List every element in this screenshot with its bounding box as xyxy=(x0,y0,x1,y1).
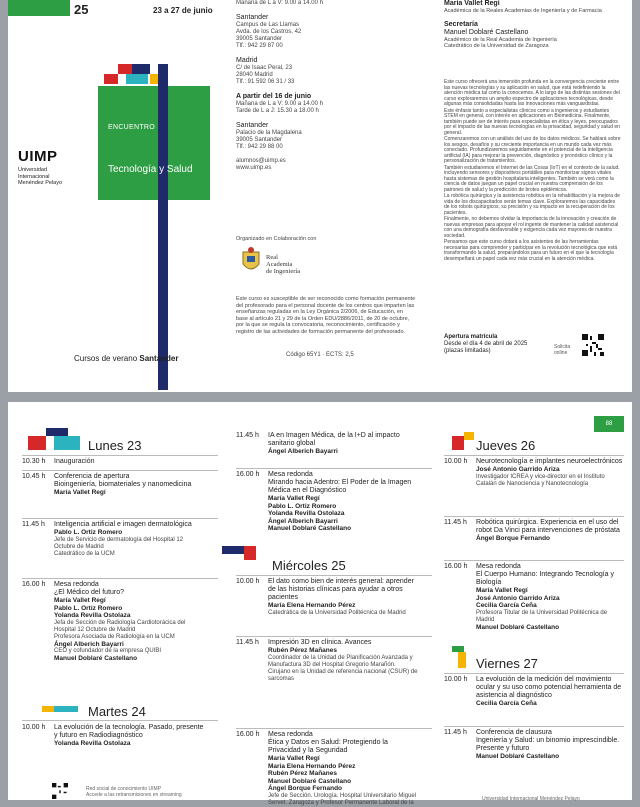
brochure-cover-sheet xyxy=(8,0,632,392)
decor-square-navy xyxy=(132,64,150,74)
organized-with-label: Organizado en Colaboración con xyxy=(236,236,317,242)
course-dates: 23 a 27 de junio xyxy=(153,6,213,15)
decor-square-yellow xyxy=(42,706,54,712)
decor-square-navy xyxy=(46,428,68,436)
apply-online-label[interactable]: Solicita online xyxy=(554,344,571,356)
address-santander-llamas: Santander Campus de Las Llamas Avda. de los Castros, 42 39005 Santander Tlf.: 942 29 87 00 xyxy=(236,14,302,49)
decor-square-red xyxy=(28,436,46,450)
decor-square-teal xyxy=(54,436,80,450)
decor-square-navy xyxy=(222,546,244,554)
footer-social: Red social de conocimiento UIMP Accede a las retransmisiones en streaming xyxy=(86,786,182,798)
day-heading-miercoles: Miércoles 25 xyxy=(272,558,346,573)
day-heading-lunes: Lunes 23 xyxy=(88,438,142,453)
direction-column: María Vallet Regí Académica de la Reales Academias de Ingeniería y de Farmacia Secretaría Manuel Doblaré Castellano Académico de la Real Academia de Ingeniería Catedrático de la Universidad de Zaragoza xyxy=(444,0,622,50)
enrollment-info: Apertura matrícula Desde el día 4 de abril de 2025 (plazas limitadas) xyxy=(444,334,528,354)
qr-code-icon[interactable] xyxy=(52,783,68,799)
title-green-block xyxy=(98,86,210,200)
decor-square-red xyxy=(104,74,118,84)
address-santander-magdalena: Santander Palacio de la Magdalena 39005 Santander Tlf.: 942 29 88 00 xyxy=(236,122,302,150)
divider xyxy=(22,455,218,456)
uimp-logo: UIMP xyxy=(18,148,58,165)
office-hours: Mañana de L a V: 9.00 a 14.00 h xyxy=(236,0,323,6)
issue-color-bar xyxy=(8,0,70,16)
teacher-training-note: Este curso es susceptible de ser reconocido como formación permanente del profesorado para el personal docente de los centros que imparten las enseñanzas reguladas en la Ley Orgánica 2/2006, de Educación, en base al artículo 21 y 29 de la Orden EDU/2886/2011, de 20 de octubre, por la que se regula la convocatoria, reconocimiento, certificación y registro de las actividades de formación permanente del profesorado. xyxy=(236,296,416,335)
course-code: Código 65Y1 · ECTS: 2,5 xyxy=(286,352,354,358)
decor-square-yellow xyxy=(150,74,158,84)
decor-square-yellow xyxy=(464,432,474,440)
day-heading-jueves: Jueves 26 xyxy=(476,438,536,453)
navy-vertical-bar xyxy=(158,64,168,390)
director-affiliation: Académica de la Reales Academias de Ingeniería y de Farmacia xyxy=(444,8,602,14)
address-madrid: Madrid C/ de Isaac Peral, 23 28040 Madrid Tlf.: 91 592 06 31 / 33 xyxy=(236,57,295,85)
decor-square-red xyxy=(244,546,256,560)
secretary-heading: Secretaría xyxy=(444,20,478,28)
encounter-label: ENCUENTRO xyxy=(108,124,156,131)
program-sheet: 88 Lunes 23 10.30 h Inauguración 10.45 h Conferencia de apertura Bioingeniería, biomateriales y nanomedicina María Vallet Regí 11.45 h Inteligencia artificial e imagen dermatológica Pablo L. Ortiz Romero Jefe de Servicio de dermatología del Hospital 12 Octubre de Madrid Catedrático de la UCM 16.00 h Mesa redonda ¿El Médico del futuro? María Vallet Regí Pablo L. Ortiz Romero Yolanda Revilla Ostolaza Jefa de Sección de Radiología Cardiotorácica del Hospital 12 Octubre de Madrid Profesora Asociada de Radiología en la UCM Ángel Alberich Bayarri CEO y cofundador de la empresa QUIBI Manuel Doblaré Castellano Martes 24 10.00 h La evolución de la tecnología. Pasado, presente y futuro en Radiodiagnóstico Yolanda Revilla Ostolaza Red social de conocimiento UIMP Accede a las retransmisiones en streaming 11.45 h IA en Imagen Médica, de la I+D al impacto sanitario global Ángel Alberich Bayarri 16.00 h Mesa redonda Mirando hacia Adentro: El Poder de la Imagen Médica en el Diagnóstico María Vallet Regí Pablo L. Ortiz Romero Yolanda Revilla Ostolaza Ángel Alberich Bayarri Manuel Doblaré Castellano Miércoles 25 10.00 h El dato como bien de interés general: aprender de las historias clínicas para ayudar a otros pacientes María Elena Hernando Pérez Catedrática de la Universidad Politécnica de Madrid 11.45 h Impresión 3D en clínica. Avances Rubén Pérez Mañanes Coordinador de la Unidad de Planificación Avanzada y Manufactura 3D del Hospital Gregorio Marañón. Cirujano en la Unidad de referencia nacional (CSUR) de sarcomas 16.00 h Mesa redonda Ética y Datos en Salud: Protegiendo la Privacidad y la Seguridad María Vallet Regí María Elena Hernando Pérez Rubén Pérez Mañanes Manuel Doblaré Castellano Ángel Borque Fernando Jefe de Sección. Urología. Hospital Universitario Miguel Servet. Zaragoza y Profesor Permanente Laboral de la Jueves 26 10.00 h Neurotecnología e implantes neuroelectrónicos José Antonio Garrido Ariza Investigador ICREA y vice-director en el Instituto Catalán de Nanociencia y Nanotecnología 11.45 h Robótica quirúrgica. Experiencia en el uso del robot Da Vinci para intervenciones de próstata Ángel Borque Fernando 16.00 h Mesa redonda El Cuerpo Humano: Integrando Tecnología y Biología María Vallet Regí José Antonio Garrido Ariza Cecilia García Ceña Profesora Titular de la Universidad Politécnica de Madrid Manuel Doblaré Castellano Viernes 27 10.00 h La evolución de la medición del movimiento ocular y su uso como potencial herramienta de asistencia al diagnóstico Cecilia García Ceña 11.45 h Conferencia de clausura Ingeniería y Salud: un binomio imprescindible. Presente y futuro Manuel Doblaré Castellano Universidad Internacional Menéndez Pelayo xyxy=(8,402,632,800)
director-name: María Vallet Regí xyxy=(444,0,500,7)
issue-number: 25 xyxy=(74,2,89,17)
decor-square-teal xyxy=(54,706,78,712)
course-topic: Tecnología y Salud xyxy=(108,164,193,175)
page-number-tab: 88 xyxy=(594,416,624,432)
day-heading-viernes: Viernes 27 xyxy=(476,656,538,671)
summer-hours: A partir del 16 de junio Mañana de L a V: 9.00 a 14.00 h Tarde de L a J: 15.30 a 18.00 h xyxy=(236,93,323,114)
cursos-de-verano: Cursos de verano Santander xyxy=(74,354,179,363)
uimp-full-name: Universidad Internacional Menéndez Pelayo xyxy=(18,167,63,186)
day-heading-martes: Martes 24 xyxy=(88,704,146,719)
contact-column xyxy=(236,0,376,179)
decor-square-red xyxy=(452,436,464,450)
course-description: Este curso ofrecerá una inmersión profunda en la convergencia creciente entre las nuevas tecnologías y su aplicación en salud, que está redefiniendo la atención médica tal como la conocemos. A lo largo de las distintas sesiones del curso exploraremos un amplio espectro de aplicaciones tecnológicas, desde algunas más consolidadas hasta las innovaciones más vanguardistas. Este énfasis tanto a especialistas clínicos como a ingenieros y estudiantes STEM en general, con interés en aplicaciones en Biomedicina. Finalmente, también puede ser de interés para especialistas en ética y leyes, preocupados por el impacto de las nuevas tecnologías en la privacidad, seguridad y salud en general. Comenzaremos con un análisis del uso de los datos médicos. Se hablará sobre los sesgos, desafíos y su creciente importancia en un mundo cada vez más conectado. Profundizaremos seguidamente en el potencial de la inteligencia artificial (IA) para mejorar la prevención, diagnóstico y pronóstico clínico y la personalización de tratamientos. También estudiaremos el Internet de las Cosas (IoT) en el contexto de la salud, incluyendo sensores y dispositivos portátiles para monitorizar signos vitales hasta sistemas de gestión hospitalaria inteligentes. También se verá como la ciencia de datos juegan un papel crucial en nuestra comprensión de los patrones de salud y la predicción de brotes epidémicos. La robótica quirúrgica y la asistencia robótica en la rehabilitación y la mejora de vida de los discapacitados serán temas clave. Exploraremos las capacidades de los robots quirúrgicos, su precisión y su impacto en la recuperación de los pacientes. Finalmente, no debemos olvidar la importancia de la innovación y creación de nuevas empresas para apoyar el rol ingente de mantener la calidad asistencial con una demografía desfavorable y exigencia cada vez mayores de nuestra sociedad. Pensamos que este curso dotará a los asistentes de las herramientas necesarias para comprender y participar en la revolución tecnológica que está transformando la salud, preparándolos para un futuro en el que la tecnología desempeñará un papel cada vez más crucial en la atención médica. xyxy=(444,79,621,262)
academy-name: Real Academia de Ingeniería xyxy=(266,254,301,275)
secretary-name: Manuel Doblaré Castellano xyxy=(444,28,529,36)
decor-square-red xyxy=(118,64,132,74)
footer-university: Universidad Internacional Menéndez Pelayo xyxy=(482,796,580,802)
qr-code-icon[interactable] xyxy=(582,334,604,356)
website-link[interactable]: www.uimp.es xyxy=(236,165,272,171)
email-link[interactable]: alumnos@uimp.es xyxy=(236,158,286,164)
decor-square-teal xyxy=(126,74,148,84)
decor-square-yellow xyxy=(458,652,466,668)
academy-crest-icon xyxy=(240,246,262,276)
